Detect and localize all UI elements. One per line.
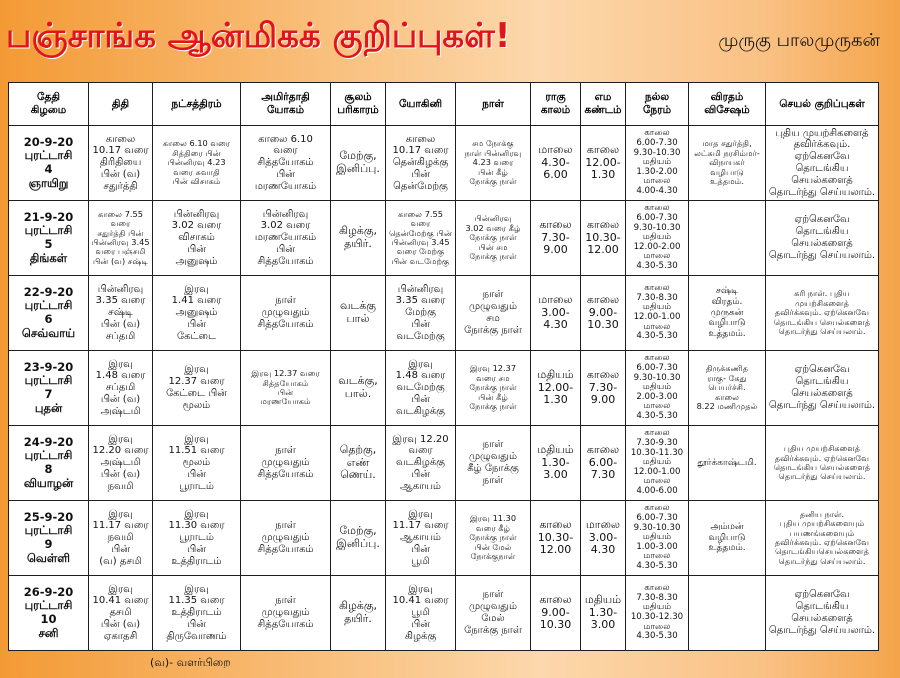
header-cell	[689, 83, 766, 126]
rahu-cell: மாலை 3.00- 4.30	[538, 292, 573, 332]
seyal-cell: ஏற்கெனவே தொடங்கிய செயல்களைத் தொடர்ந்து செய்யலாம்.	[768, 589, 876, 636]
header-cell	[331, 83, 386, 126]
table-cell	[689, 501, 766, 576]
ema-cell: மதியம் 1.30- 3.00	[584, 592, 622, 632]
ema-cell: காலை 6.00- 7.30	[586, 442, 620, 482]
yogini-cell: காலை 7.55 வரை தென்மேற்கு பின் பின்னிரவு 3.45 வரை மேற்கு பின் வடமேற்கு	[389, 208, 452, 266]
table-cell	[531, 201, 581, 276]
soolam-cell: கிழக்கு, தயிர்.	[338, 599, 378, 625]
table-cell	[581, 426, 626, 501]
ema-cell: காலை 9.00- 10.30	[586, 292, 620, 332]
table-cell	[9, 351, 89, 426]
table-row	[9, 201, 879, 276]
date-cell: 25-9-20 புரட்டாசி 9 வெள்ளி	[23, 509, 74, 565]
table-cell	[9, 501, 89, 576]
nalla-neram-cell: காலை 7.30-8.30 மதியம் 10.30-12.30 மாலை 4.30-5.30	[630, 583, 684, 642]
table-cell	[689, 201, 766, 276]
table-cell	[89, 576, 153, 651]
nakshatram-cell: காலை 6.10 வரை சித்திரை பின் பின்னிரவு 4.23 வரை சுவாதி பின் விசாகம்	[162, 138, 231, 187]
col-viratham: விரதம் விசேஷம்	[704, 91, 750, 116]
seyal-cell: கரி நாள். புதிய முயற்சிகளைத் தவிர்க்கவும். ஏற்கெனவே தொடங்கிய செயல்களைத் தொடர்ந்து செய்யலாம்.	[773, 288, 871, 337]
thithi-cell: இரவு 1.48 வரை சப்தமி பின் (வ) அஷ்டமி	[95, 358, 146, 417]
table-cell	[9, 201, 89, 276]
seyal-cell: புதிய முயற்சிகளைத் தவிர்க்கவும். ஏற்கெனவே தொடங்கிய செயல்களைத் தொடர்ந்து செய்யலாம்.	[768, 127, 876, 198]
header-cell	[386, 83, 456, 126]
thithi-cell: காலை 7.55 வரை சதுர்த்தி பின் பின்னிரவு 3.45 வரை பஞ்சமி பின் (வ) சஷ்டி	[91, 208, 150, 266]
header-cell	[456, 83, 531, 126]
naal-cell: இரவு 11.30 வரை கீழ் நோக்கு நாள் பின் மேல் நோக்குநாள்	[469, 513, 517, 562]
table-cell	[9, 576, 89, 651]
table-cell	[153, 126, 241, 201]
nakshatram-cell: இரவு 11.51 வரை மூலம் பின் பூராடம்	[168, 433, 225, 492]
table-cell	[626, 126, 689, 201]
rahu-cell: காலை 7.30- 9.00	[539, 217, 572, 257]
nakshatram-cell: இரவு 11.35 வரை உத்திராடம் பின் திருவோணம்	[166, 583, 227, 642]
table-cell	[626, 501, 689, 576]
date-cell: 20-9-20 புரட்டாசி 4 ஞாயிறு	[23, 134, 74, 190]
table-cell	[581, 576, 626, 651]
header-cell	[531, 83, 581, 126]
table-cell	[386, 351, 456, 426]
yogini-cell: பின்னிரவு 3.35 வரை மேற்கு பின் வடமேற்கு	[395, 283, 446, 342]
table-cell	[456, 351, 531, 426]
date-cell: 23-9-20 புரட்டாசி 7 புதன்	[23, 359, 74, 415]
table-cell	[531, 126, 581, 201]
table-cell	[241, 501, 331, 576]
table-cell	[331, 351, 386, 426]
table-cell	[331, 426, 386, 501]
nalla-neram-cell: காலை 6.00-7.30 9.30-10.30 மதியம் 1.30-2.00 மாலை 4.00-4.30	[633, 128, 681, 197]
table-cell	[89, 426, 153, 501]
table-cell	[456, 276, 531, 351]
table-cell	[531, 276, 581, 351]
thithi-cell: இரவு 12.20 வரை அஷ்டமி பின் (வ) நவமி	[92, 433, 149, 492]
naal-cell: இரவு 12.37 வரை சம நோக்கு நாள் பின் கீழ் நோக்கு நாள்	[469, 363, 517, 412]
table-cell	[9, 126, 89, 201]
date-cell: 26-9-20 புரட்டாசி 10 சனி	[23, 584, 74, 640]
col-amirthathi: அமிர்தாதி யோகம்	[261, 91, 310, 116]
table-cell	[153, 576, 241, 651]
table-cell	[626, 201, 689, 276]
table-cell	[153, 501, 241, 576]
table-cell	[89, 276, 153, 351]
nalla-neram-cell: காலை 6.00-7.30 9.30-10.30 மதியம் 12.00-2.00 மாலை 4.30-5.30	[633, 203, 681, 272]
thithi-cell: பின்னிரவு 3.35 வரை சஷ்டி பின் (வ) சப்தமி	[95, 283, 146, 342]
table-row	[9, 126, 879, 201]
page-title: பஞ்சாங்க ஆன்மிகக் குறிப்புகள்!	[6, 16, 511, 56]
table-row	[9, 426, 879, 501]
nalla-neram-cell: காலை 7.30-9.30 10.30-11.30 மதியம் 12.00-1.00 மாலை 4.00-6.00	[630, 428, 684, 497]
table-cell	[456, 501, 531, 576]
table-cell	[241, 426, 331, 501]
table-cell	[331, 576, 386, 651]
table-row	[9, 576, 879, 651]
table-cell	[386, 201, 456, 276]
table-cell	[89, 501, 153, 576]
amirthathi-cell: இரவு 12.37 வரை சித்தயோகம் பின் மரணயோகம்	[251, 368, 320, 407]
date-cell: 21-9-20 புரட்டாசி 5 திங்கள்	[23, 209, 74, 265]
nakshatram-cell: இரவு 11.30 வரை பூராடம் பின் உத்திராடம்	[168, 508, 225, 567]
table-cell	[626, 351, 689, 426]
rahu-cell: காலை 9.00- 10.30	[539, 592, 572, 632]
naal-cell: நாள் முழுவதும் மேல் நோக்கு நாள்	[464, 589, 522, 636]
table-cell	[531, 426, 581, 501]
header-cell	[766, 83, 879, 126]
amirthathi-cell: நாள் முழுவதும் சித்தயோகம்	[257, 295, 314, 330]
table-cell	[456, 201, 531, 276]
table-cell	[386, 276, 456, 351]
amirthathi-cell: நாள் முழுவதும் சித்தயோகம்	[257, 520, 314, 555]
col-nakshatram: நட்சத்திரம்	[171, 97, 222, 110]
col-ema: எம கண்டம்	[584, 91, 622, 116]
seyal-cell: புதிய முயற்சிகளைத் தவிர்க்கவும். ஏற்கெனவே தொடங்கிய செயல்களைத் தொடர்ந்து செய்யலாம்.	[773, 443, 871, 482]
viratham-cell: திருக்கணித ராகு- கேது பெயர்ச்சி. காலை 8.22 மணிமுதல்	[696, 363, 758, 412]
table-cell	[766, 426, 879, 501]
table-cell	[581, 501, 626, 576]
col-thithi: திதி	[111, 97, 130, 110]
col-nalla: நல்ல நேரம்	[642, 91, 672, 116]
table-cell	[456, 126, 531, 201]
table-cell	[241, 126, 331, 201]
table-cell	[241, 576, 331, 651]
yogini-cell: இரவு 1.48 வரை வடமேற்கு பின் வடகிழக்கு	[395, 358, 446, 417]
soolam-cell: மேற்கு, இனிப்பு.	[336, 149, 380, 175]
amirthathi-cell: நாள் முழுவதும் சித்தயோகம்	[257, 445, 314, 480]
yogini-cell: இரவு 10.41 வரை பூமி பின் கிழக்கு	[392, 583, 449, 642]
table-cell	[331, 501, 386, 576]
soolam-cell: தெற்கு, எண் ணெய்.	[339, 442, 377, 482]
yogini-cell: காலை 10.17 வரை தென்கிழக்கு பின் தென்மேற்கு	[392, 133, 449, 192]
col-soolam: சூலம் பரிகாரம்	[337, 91, 379, 116]
soolam-cell: கிழக்கு, தயிர்.	[338, 224, 378, 250]
table-cell	[626, 276, 689, 351]
viratham-cell: தூர்க்காஷ்டமி.	[697, 457, 757, 468]
panchangam-table	[8, 82, 879, 651]
header-cell	[153, 83, 241, 126]
ema-cell: மாலை 3.00- 4.30	[585, 517, 621, 557]
header-cell	[241, 83, 331, 126]
table-cell	[241, 201, 331, 276]
table-cell	[689, 426, 766, 501]
ema-cell: காலை 7.30- 9.00	[586, 367, 620, 407]
table-cell	[153, 351, 241, 426]
naal-cell: பின்னிரவு 3.02 வரை கீழ் நோக்கு நாள் பின் சம நோக்கு நாள்	[465, 213, 521, 262]
viratham-cell: மாத சதுர்த்தி, லட்சுமி நரசிம்மர்- விநாயகர் வழிபாடு உத்தமம்.	[694, 138, 760, 187]
header-cell	[89, 83, 153, 126]
table-cell	[9, 426, 89, 501]
viratham-cell	[689, 576, 765, 650]
table-cell	[766, 276, 879, 351]
col-rahu: ராகு காலம்	[540, 91, 571, 116]
table-cell	[766, 201, 879, 276]
rahu-cell: காலை 10.30- 12.00	[537, 517, 574, 557]
table-cell	[531, 351, 581, 426]
rahu-cell: மதியம் 12.00- 1.30	[537, 367, 574, 407]
date-cell: 22-9-20 புரட்டாசி 6 செவ்வாய்	[21, 284, 76, 340]
soolam-cell: வடக்கு, பால்.	[338, 374, 378, 400]
thithi-cell: இரவு 11.17 வரை நவமி பின் (வ) தசமி	[92, 508, 149, 567]
table-cell	[531, 501, 581, 576]
table-row	[9, 351, 879, 426]
table-cell	[386, 576, 456, 651]
table-cell	[689, 126, 766, 201]
table-cell	[153, 201, 241, 276]
viratham-cell: சஷ்டி விரதம். முருகன் வழிபாடு உத்தமம்.	[708, 286, 746, 339]
table-cell	[241, 276, 331, 351]
table-cell	[386, 426, 456, 501]
table-cell	[766, 501, 879, 576]
table-cell	[89, 351, 153, 426]
table-cell	[331, 126, 386, 201]
ema-cell: காலை 12.00- 1.30	[585, 142, 621, 182]
amirthathi-cell: பின்னிரவு 3.02 வரை மரணயோகம் பின் சித்தயோகம்	[254, 208, 317, 267]
seyal-cell: ஏற்கெனவே தொடங்கிய செயல்களைத் தொடர்ந்து செய்யலாம்.	[768, 364, 876, 411]
table-cell	[581, 276, 626, 351]
table-cell	[153, 426, 241, 501]
header-cell	[626, 83, 689, 126]
col-yogini: யோகினி	[398, 97, 443, 110]
nalla-neram-cell: காலை 7.30-8.30 மதியம் 12.00-1.00 மாலை 4.30-5.30	[633, 283, 681, 342]
col-date: தேதி கிழமை	[30, 91, 67, 116]
seyal-cell: ஏற்கெனவே தொடங்கிய செயல்களைத் தொடர்ந்து செய்யலாம்.	[768, 214, 876, 261]
table-cell	[386, 501, 456, 576]
table-cell	[689, 576, 766, 651]
viratham-cell: அம்மன் வழிபாடு உத்தமம்.	[708, 522, 746, 554]
table-cell	[456, 576, 531, 651]
naal-cell: நாள் முழுவதும் சம நோக்கு நாள்	[464, 289, 522, 336]
table-cell	[531, 576, 581, 651]
thithi-cell: இரவு 10.41 வரை தசமி பின் (வ) ஏகாதசி	[92, 583, 149, 642]
table-cell	[89, 201, 153, 276]
naal-cell: சம நோக்கு நாள் பின்னிரவு 4.23 வரை பின் கீழ் நோக்கு நாள்	[464, 138, 522, 187]
nakshatram-cell: பின்னிரவு 3.02 வரை விசாகம் பின் அனுஷம்	[171, 208, 222, 267]
table-cell	[766, 126, 879, 201]
table-cell	[89, 126, 153, 201]
seyal-cell: தனிய நாள். புதிய முயற்சிகளையும் பயணங்களையும் தவிர்க்கவும். ஏற்கெனவே தொடங்கியசெயல்களைத் தொடர்ந்து செய்யலாம்.	[774, 508, 870, 566]
table-cell	[626, 576, 689, 651]
table-cell	[689, 351, 766, 426]
table-cell	[153, 276, 241, 351]
viratham-cell	[689, 201, 765, 275]
nalla-neram-cell: காலை 6.00-7.30 9.30-10.30 மதியம் 2.00-3.00 மாலை 4.30-5.30	[633, 353, 681, 422]
thithi-cell: காலை 10.17 வரை திரிதியை பின் (வ) சதுர்த்தி	[92, 133, 149, 192]
amirthathi-cell: நாள் முழுவதும் சித்தயோகம்	[257, 595, 314, 630]
table-row	[9, 501, 879, 576]
col-naal: நாள்	[482, 97, 504, 110]
table-cell	[386, 126, 456, 201]
nakshatram-cell: இரவு 1.41 வரை அனுஷம் பின் கேட்டை	[171, 283, 222, 342]
col-seyal: செயல் குறிப்புகள்	[779, 97, 865, 110]
table-cell	[581, 126, 626, 201]
author-name: முருகு பாலமுருகன்	[718, 30, 880, 51]
table-cell	[766, 351, 879, 426]
table-cell	[9, 276, 89, 351]
table-cell	[581, 201, 626, 276]
table-cell	[241, 351, 331, 426]
soolam-cell: மேற்கு, இனிப்பு.	[336, 524, 380, 550]
header-cell	[9, 83, 89, 126]
table-cell	[581, 351, 626, 426]
naal-cell: நாள் முழுவதும் கீழ் நோக்கு நாள்	[467, 439, 519, 486]
amirthathi-cell: காலை 6.10 வரை சித்தயோகம் பின் மரணயோகம்	[254, 133, 317, 192]
soolam-cell: வடக்கு பால்	[339, 299, 377, 325]
table-cell	[456, 426, 531, 501]
date-cell: 24-9-20 புரட்டாசி 8 வியாழன்	[23, 434, 74, 490]
ema-cell: காலை 10.30- 12.00	[585, 217, 621, 257]
footnote: (வ)- வளர்பிறை	[150, 656, 231, 669]
yogini-cell: இரவு 12.20 வரை வடகிழக்கு பின் ஆகாயம்	[392, 433, 449, 492]
rahu-cell: மதியம் 1.30- 3.00	[537, 442, 574, 482]
table-cell	[689, 276, 766, 351]
table-cell	[331, 201, 386, 276]
table-cell	[766, 576, 879, 651]
table-cell	[626, 426, 689, 501]
yogini-cell: இரவு 11.17 வரை ஆகாயம் பின் பூமி	[392, 508, 449, 567]
header-row	[9, 83, 879, 126]
table-row	[9, 276, 879, 351]
nakshatram-cell: இரவு 12.37 வரை கேட்டை பின் மூலம்	[166, 364, 227, 411]
nalla-neram-cell: காலை 6.00-7.30 9.30-10.30 மதியம் 1.00-3.00 மாலை 4.30-5.30	[633, 503, 681, 572]
table-cell	[331, 276, 386, 351]
rahu-cell: மாலை 4.30- 6.00	[538, 142, 573, 182]
header-cell	[581, 83, 626, 126]
